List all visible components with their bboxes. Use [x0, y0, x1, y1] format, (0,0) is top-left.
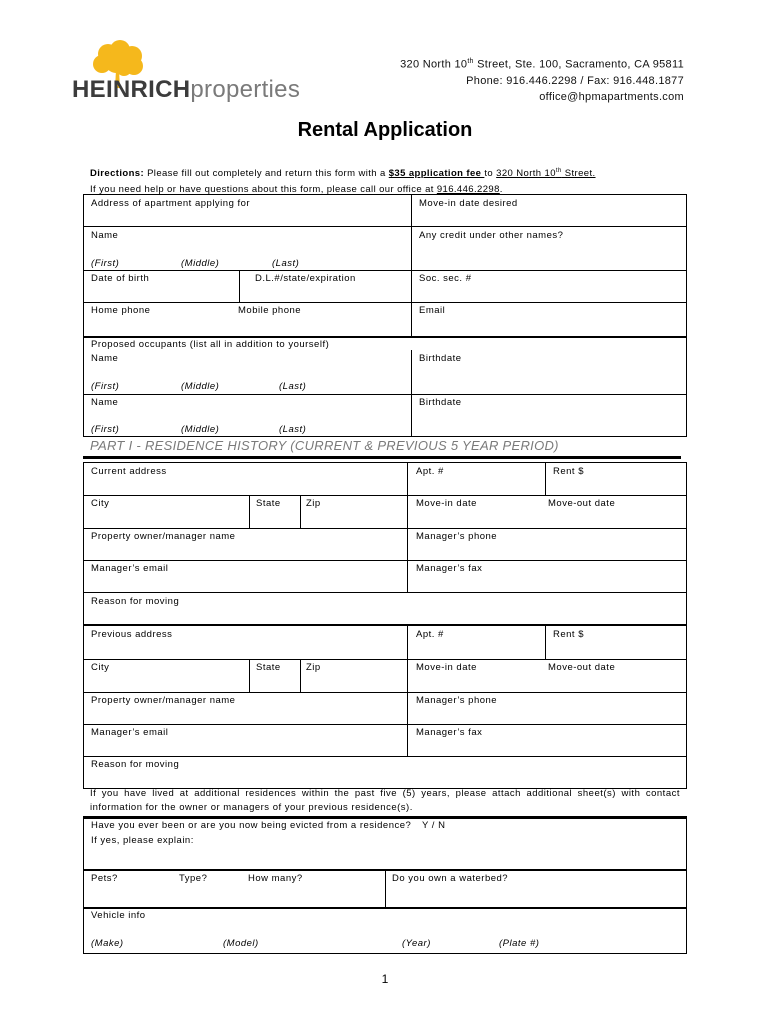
credit-other-names-field[interactable]: Any credit under other names?	[419, 230, 564, 241]
occupant1-birthdate-field[interactable]: Birthdate	[419, 353, 462, 364]
drivers-license-field[interactable]: D.L.#/state/expiration	[255, 273, 356, 284]
current-owner-field[interactable]: Property owner/manager name	[91, 531, 236, 542]
email-field[interactable]: Email	[419, 305, 446, 316]
section-divider	[83, 456, 681, 459]
occupant2-middle-hint: (Middle)	[181, 424, 220, 435]
occupants-section	[83, 337, 687, 437]
previous-zip-field[interactable]: Zip	[306, 662, 321, 673]
occupant1-middle-hint: (Middle)	[181, 381, 220, 392]
occupant1-name-field[interactable]: Name	[91, 353, 119, 364]
previous-move-in-field[interactable]: Move-in date	[416, 662, 477, 673]
company-logo	[72, 76, 300, 104]
pet-type-field[interactable]: Type?	[179, 873, 208, 884]
current-zip-field[interactable]: Zip	[306, 498, 321, 509]
previous-reason-field[interactable]: Reason for moving	[91, 759, 180, 770]
previous-rent-field[interactable]: Rent $	[553, 629, 584, 640]
home-phone-field[interactable]: Home phone	[91, 305, 151, 316]
occupants-header: Proposed occupants (list all in addition to yourself)	[91, 339, 330, 350]
mobile-phone-field[interactable]: Mobile phone	[238, 305, 302, 316]
directions: Directions: Please fill out completely and return this form with a $35 application fee to 320 North 10th Street. If you need help or have questions about this form, please call our office at 916.446.2298.	[90, 168, 596, 196]
part1-title: PART I - RESIDENCE HISTORY (CURRENT & PREVIOUS 5 YEAR PERIOD)	[90, 438, 559, 453]
current-mgr-fax-field[interactable]: Manager’s fax	[416, 563, 483, 574]
previous-address-field[interactable]: Previous address	[91, 629, 173, 640]
current-move-in-field[interactable]: Move-in date	[416, 498, 477, 509]
first-name-hint: (First)	[91, 258, 120, 269]
eviction-explain-field[interactable]: If yes, please explain:	[91, 835, 194, 846]
previous-mgr-phone-field[interactable]: Manager’s phone	[416, 695, 498, 706]
current-mgr-phone-field[interactable]: Manager’s phone	[416, 531, 498, 542]
vehicle-year-field[interactable]: (Year)	[402, 938, 431, 949]
current-state-field[interactable]: State	[256, 498, 281, 509]
company-email[interactable]: office@hpmapartments.com	[539, 90, 684, 103]
waterbed-field[interactable]: Do you own a waterbed?	[392, 873, 509, 884]
company-address: 320 North 10th Street, Ste. 100, Sacramento, CA 95811	[400, 58, 684, 71]
move-in-desired-field[interactable]: Move-in date desired	[419, 198, 518, 209]
eviction-yn-choice[interactable]: Y / N	[422, 820, 446, 831]
current-city-field[interactable]: City	[91, 498, 110, 509]
last-name-hint: (Last)	[272, 258, 300, 269]
vehicle-plate-field[interactable]: (Plate #)	[499, 938, 540, 949]
page-title: Rental Application	[297, 119, 473, 141]
occupant2-birthdate-field[interactable]: Birthdate	[419, 397, 462, 408]
ssn-field[interactable]: Soc. sec. #	[419, 273, 472, 284]
additional-residences-note: If you have lived at additional residences within the past five (5) years, please attach additional sheet(s) with contact information for the owner or managers of your previous residence(s).	[90, 788, 680, 813]
previous-owner-field[interactable]: Property owner/manager name	[91, 695, 236, 706]
occupant2-name-field[interactable]: Name	[91, 397, 119, 408]
previous-mgr-email-field[interactable]: Manager’s email	[91, 727, 169, 738]
vehicle-model-field[interactable]: (Model)	[223, 938, 259, 949]
current-move-out-field[interactable]: Move-out date	[548, 498, 616, 509]
vehicle-info-label: Vehicle info	[91, 910, 146, 921]
occupant2-last-hint: (Last)	[279, 424, 307, 435]
name-field[interactable]: Name	[91, 230, 119, 241]
address-applying-field[interactable]: Address of apartment applying for	[91, 198, 251, 209]
current-apt-field[interactable]: Apt. #	[416, 466, 444, 477]
middle-name-hint: (Middle)	[181, 258, 220, 269]
current-reason-field[interactable]: Reason for moving	[91, 596, 180, 607]
previous-mgr-fax-field[interactable]: Manager’s fax	[416, 727, 483, 738]
applicant-section	[83, 194, 687, 337]
occupant1-last-hint: (Last)	[279, 381, 307, 392]
previous-move-out-field[interactable]: Move-out date	[548, 662, 616, 673]
page-number: 1	[381, 972, 389, 986]
current-address-field[interactable]: Current address	[91, 466, 167, 477]
pets-field[interactable]: Pets?	[91, 873, 118, 884]
eviction-question: Have you ever been or are you now being evicted from a residence?	[91, 820, 412, 831]
previous-apt-field[interactable]: Apt. #	[416, 629, 444, 640]
occupant1-first-hint: (First)	[91, 381, 120, 392]
previous-city-field[interactable]: City	[91, 662, 110, 673]
vehicle-section	[83, 908, 687, 954]
pet-count-field[interactable]: How many?	[248, 873, 303, 884]
vehicle-make-field[interactable]: (Make)	[91, 938, 124, 949]
logo-heinrich: HEINRICH	[72, 76, 191, 103]
occupant2-first-hint: (First)	[91, 424, 120, 435]
current-mgr-email-field[interactable]: Manager’s email	[91, 563, 169, 574]
logo-properties: properties	[190, 76, 301, 103]
previous-state-field[interactable]: State	[256, 662, 281, 673]
company-contact	[400, 54, 684, 105]
dob-field[interactable]: Date of birth	[91, 273, 150, 284]
company-phone-fax: Phone: 916.446.2298 / Fax: 916.448.1877	[466, 74, 684, 87]
current-rent-field[interactable]: Rent $	[553, 466, 584, 477]
